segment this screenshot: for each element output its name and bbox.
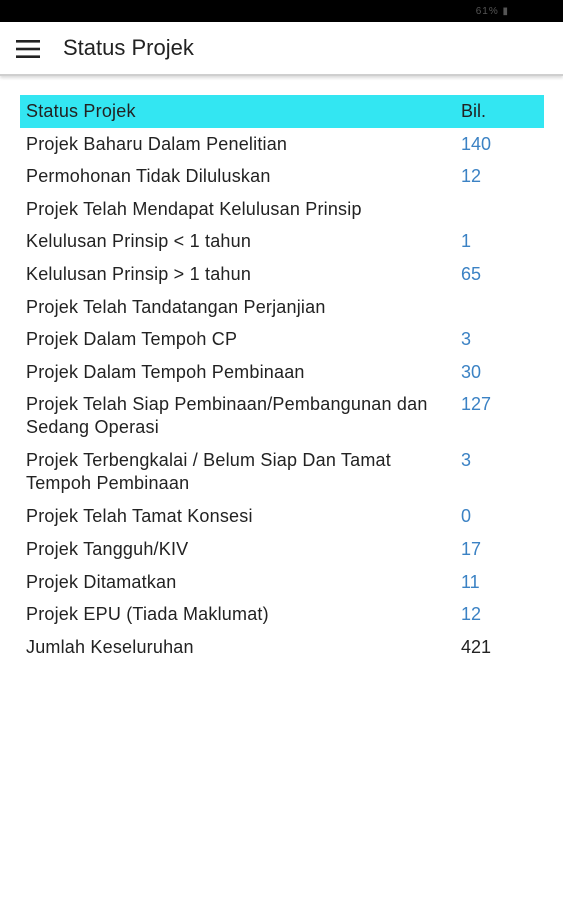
table-row: [20, 258, 544, 291]
table-row: [20, 598, 544, 631]
row-label: Kelulusan Prinsip > 1 tahun: [26, 263, 252, 284]
status-table: [20, 95, 544, 663]
row-value-link[interactable]: 3: [461, 329, 472, 350]
table-header: [20, 95, 544, 128]
header-label: Status Projek: [26, 101, 136, 121]
hamburger-menu-icon: [16, 40, 40, 58]
page-title: Status Projek: [63, 35, 194, 60]
row-label: Projek Telah Tamat Konsesi: [26, 506, 253, 527]
row-label: Projek Terbengkalai / Belum Siap Dan Tamat Tempoh Pembinaan: [26, 450, 391, 494]
row-label: Permohonan Tidak Diluluskan: [26, 166, 271, 187]
row-value-link[interactable]: 127: [461, 394, 492, 415]
table-row: [20, 388, 544, 444]
row-label: Projek Tangguh/KIV: [26, 538, 189, 559]
status-bar: [0, 0, 563, 22]
total-row: [20, 631, 544, 664]
battery-indicator: 61% ▮: [475, 6, 509, 17]
table-row: [20, 128, 544, 161]
row-value-link[interactable]: 140: [461, 133, 492, 154]
total-label: Jumlah Keseluruhan: [26, 636, 194, 657]
row-value-link[interactable]: 0: [461, 506, 472, 527]
row-value-link[interactable]: 12: [461, 166, 482, 187]
row-label: Projek Telah Mendapat Kelulusan Prinsip: [26, 198, 362, 219]
row-value-link[interactable]: 17: [461, 538, 482, 559]
row-label: Kelulusan Prinsip < 1 tahun: [26, 231, 252, 252]
table-row: [20, 566, 544, 599]
table-row: [20, 160, 544, 193]
table-row: [20, 533, 544, 566]
menu-button[interactable]: [8, 30, 48, 70]
header-value: Bil.: [461, 101, 487, 121]
table-row: [20, 291, 544, 324]
app-bar: [0, 22, 563, 76]
total-value: 421: [461, 636, 492, 657]
row-value-link[interactable]: 3: [461, 450, 472, 471]
row-label: Projek Ditamatkan: [26, 571, 177, 592]
row-label: Projek Telah Siap Pembinaan/Pembangunan dan Sedang Operasi: [26, 394, 428, 438]
row-value-link[interactable]: 12: [461, 604, 482, 625]
row-value-link[interactable]: 65: [461, 263, 482, 284]
row-label: Projek Baharu Dalam Penelitian: [26, 133, 288, 154]
table-row: [20, 323, 544, 356]
table-row: [20, 356, 544, 389]
row-label: Projek EPU (Tiada Maklumat): [26, 604, 269, 625]
table-row: [20, 225, 544, 258]
row-value-link[interactable]: 30: [461, 361, 482, 382]
row-value-link[interactable]: 11: [461, 571, 480, 592]
row-label: Projek Dalam Tempoh CP: [26, 329, 238, 350]
row-value-link[interactable]: 1: [461, 231, 472, 252]
row-label: Projek Telah Tandatangan Perjanjian: [26, 296, 326, 317]
table-row: [20, 444, 544, 500]
table-row: [20, 193, 544, 226]
row-label: Projek Dalam Tempoh Pembinaan: [26, 361, 305, 382]
table-row: [20, 500, 544, 533]
